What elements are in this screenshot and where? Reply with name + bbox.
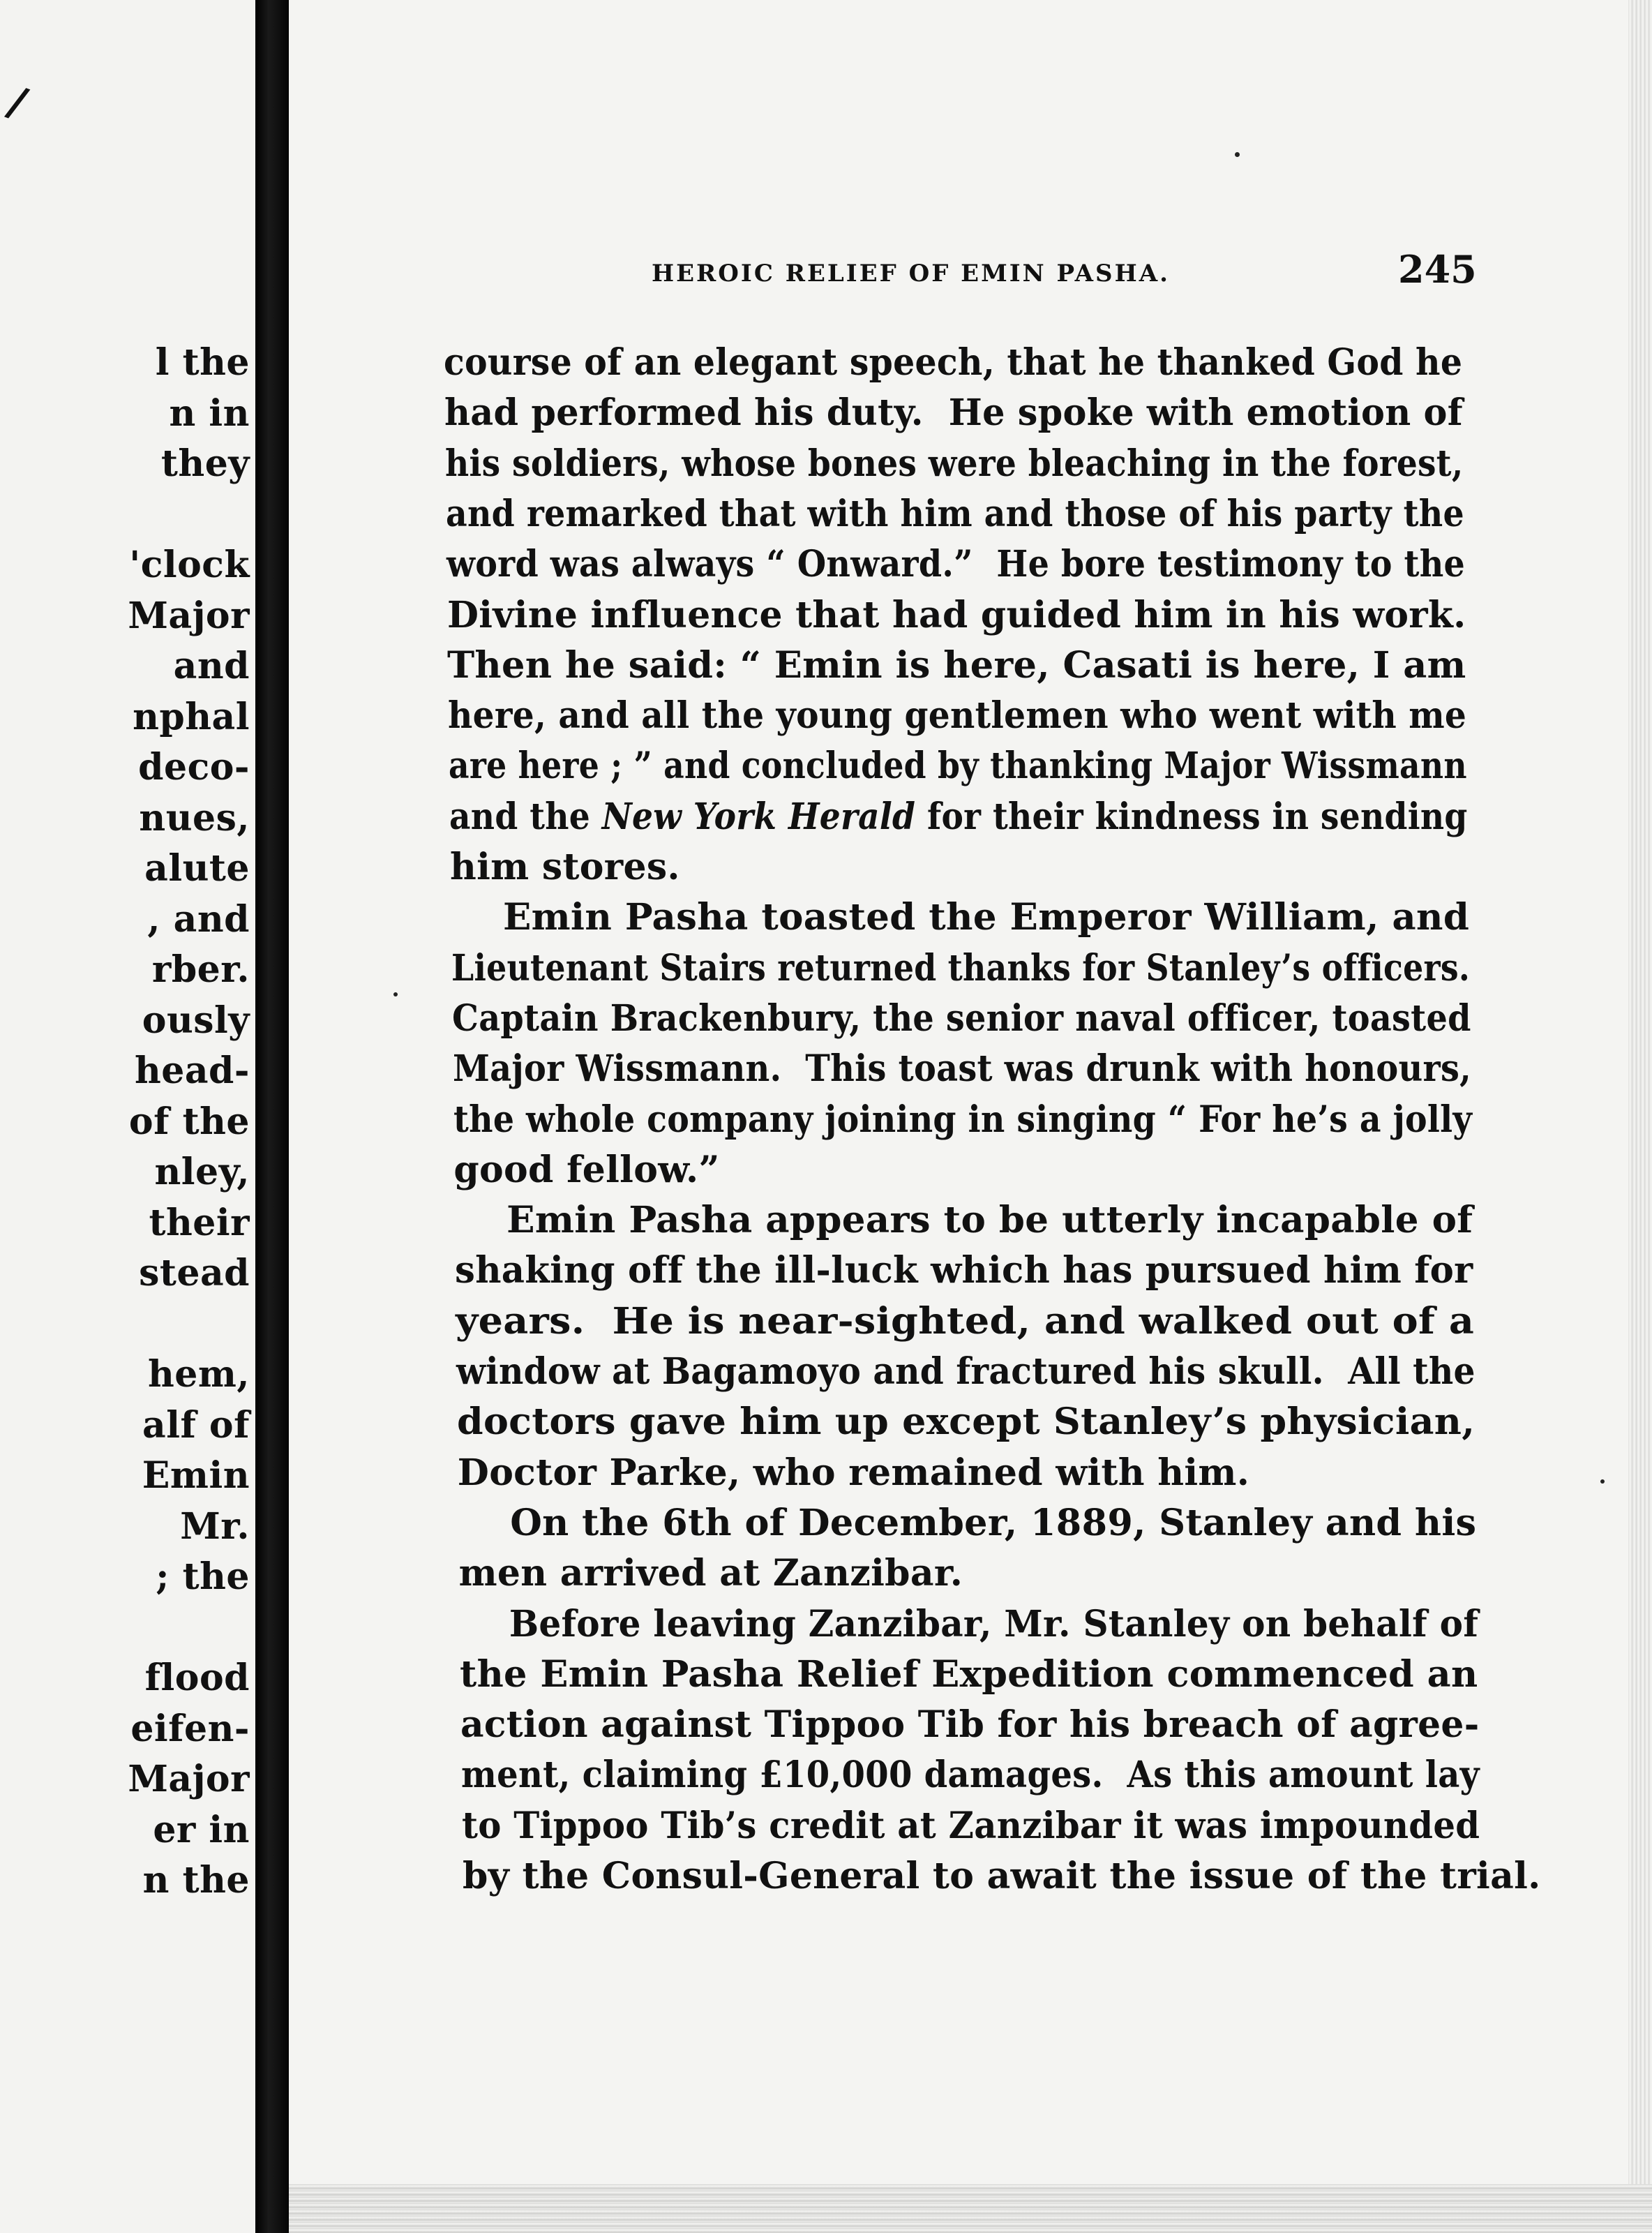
print-speck <box>1600 1479 1605 1484</box>
text-line <box>463 1855 1541 1897</box>
text-span: had performed his duty. He spoke with emotion of <box>444 391 1463 435</box>
facing-page-line: Mr. <box>180 1504 250 1548</box>
facing-page-line: nley, <box>154 1151 250 1193</box>
text-line <box>453 1099 1472 1141</box>
facing-page-line: rber. <box>151 948 250 991</box>
facing-page-line: ously <box>142 999 250 1042</box>
text-span: years. He is near-sighted, and walked out of a <box>456 1299 1475 1343</box>
text-span: Doctor Parke, who remained with him. <box>457 1451 1250 1494</box>
text-line <box>457 1401 1475 1443</box>
text-span: Lieutenant Stairs returned thanks for Stanley’s officers. <box>451 946 1470 989</box>
facing-page-line: deco- <box>138 746 250 789</box>
text-line <box>450 846 680 888</box>
facing-page-line: 'clock <box>129 544 250 586</box>
text-line <box>459 1553 963 1595</box>
print-speck <box>393 992 398 996</box>
facing-page-line: , and <box>147 897 250 941</box>
text-line <box>444 342 1462 384</box>
page-number: 245 <box>1398 247 1477 292</box>
text-line <box>461 1754 1480 1796</box>
facing-page-line: stead <box>139 1252 250 1294</box>
text-line <box>449 745 1467 787</box>
text-span: Captain Brackenbury, the senior naval officer, toasted <box>451 996 1471 1040</box>
text-span: the Emin Pasha Relief Expedition commenced an <box>460 1652 1478 1696</box>
text-span: On the 6th of December, 1889, Stanley and his <box>458 1501 1477 1544</box>
book-gutter-shadow <box>255 0 289 2233</box>
text-span: and the <box>449 795 602 838</box>
text-line <box>447 645 1466 687</box>
text-span: action against Tippoo Tib for his breach of agree- <box>460 1703 1480 1747</box>
facing-page-line: er in <box>153 1808 250 1851</box>
text-span: him stores. <box>450 846 680 888</box>
text-span: Divine influence that had guided him in his work. <box>446 593 1466 636</box>
text-span: men arrived at Zanzibar. <box>458 1552 963 1595</box>
print-speck <box>1235 152 1240 157</box>
book-page <box>289 0 1652 2233</box>
facing-page-line: hem, <box>147 1353 250 1396</box>
text-line <box>445 443 1463 485</box>
text-line <box>451 897 1469 939</box>
text-span: to Tippoo Tib’s credit at Zanzibar it was impounded <box>462 1804 1480 1847</box>
facing-page-line: eifen- <box>130 1707 250 1750</box>
text-line <box>456 1351 1475 1393</box>
facing-page-line: and <box>173 645 250 687</box>
text-span: ment, claiming £10,000 damages. As this amount lay <box>461 1754 1480 1797</box>
text-span: shaking off the ill-luck which has pursued him for <box>455 1249 1473 1292</box>
text-span: course of an elegant speech, that he thanked God he <box>444 341 1463 384</box>
text-span: here, and all the young gentlemen who went with me <box>448 694 1467 738</box>
facing-page-line: of the <box>128 1100 250 1143</box>
text-line <box>458 1502 1476 1544</box>
text-span: Then he said: “ Emin is here, Casati is here, I am <box>447 643 1466 687</box>
facing-page-line: Major <box>128 1758 250 1800</box>
facing-page-line: their <box>149 1201 250 1244</box>
text-line <box>453 1048 1471 1090</box>
text-span: his soldiers, whose bones were bleaching in the forest, <box>444 442 1464 485</box>
page-edge-right <box>1628 0 1652 2233</box>
text-line <box>460 1654 1478 1696</box>
text-line <box>451 948 1470 989</box>
text-span: Before leaving Zanzibar, Mr. Stanley on behalf of <box>459 1602 1478 1645</box>
facing-page-line: alute <box>144 847 250 890</box>
text-span: Emin Pasha toasted the Emperor William, and <box>450 896 1470 939</box>
text-span: are here ; ” and concluded by thanking Major Wissmann <box>449 745 1467 788</box>
text-span: doctors gave him up except Stanley’s physician, <box>456 1401 1475 1444</box>
facing-page-line: n in <box>169 391 250 435</box>
text-line <box>446 493 1464 535</box>
text-span: good fellow.” <box>453 1148 720 1191</box>
text-line <box>462 1805 1480 1847</box>
text-line <box>452 998 1471 1040</box>
text-line <box>458 1452 1249 1494</box>
text-span: by the Consul-General to await the issue of the trial. <box>463 1855 1541 1897</box>
text-span: the whole company joining in singing “ For he’s a jolly <box>453 1098 1472 1141</box>
text-span: word was always “ Onward.” He bore testimony to the <box>446 543 1465 586</box>
italic-title: New York Herald <box>601 795 916 838</box>
facing-page-line: Major <box>128 594 250 637</box>
facing-page-line: nues, <box>139 796 250 839</box>
text-line <box>447 595 1466 636</box>
text-line <box>449 796 1468 838</box>
page-edge-bottom <box>289 2184 1652 2233</box>
text-line <box>446 544 1465 585</box>
text-line <box>448 695 1466 737</box>
text-span: Major Wissmann. This toast was drunk with honours, <box>452 1047 1471 1091</box>
facing-page-line: nphal <box>133 695 250 738</box>
facing-page-line: alf of <box>142 1403 250 1447</box>
facing-page-line: Emin <box>142 1454 250 1497</box>
facing-page-fragment <box>0 0 255 2233</box>
text-line <box>456 1301 1474 1343</box>
facing-page-line: l the <box>155 341 250 384</box>
facing-page-line: n the <box>142 1859 250 1902</box>
facing-page-line: head- <box>134 1050 250 1092</box>
text-line <box>455 1250 1473 1292</box>
text-line <box>460 1604 1478 1645</box>
text-line <box>460 1704 1480 1746</box>
facing-page-line: flood <box>144 1657 250 1699</box>
text-span: window at Bagamoyo and fractured his skull. All the <box>456 1350 1475 1393</box>
facing-page-line: ; the <box>156 1555 250 1598</box>
text-span: Emin Pasha appears to be utterly incapable of <box>454 1199 1473 1242</box>
text-line <box>454 1200 1473 1241</box>
margin-mark: / <box>1 77 33 128</box>
running-head: HEROIC RELIEF OF EMIN PASHA. <box>652 260 1170 287</box>
text-span: for their kindness in sending <box>915 795 1468 838</box>
text-line <box>444 392 1463 434</box>
text-line <box>453 1149 719 1191</box>
text-span: and remarked that with him and those of his party the <box>445 492 1464 535</box>
facing-page-line: they <box>160 442 250 485</box>
